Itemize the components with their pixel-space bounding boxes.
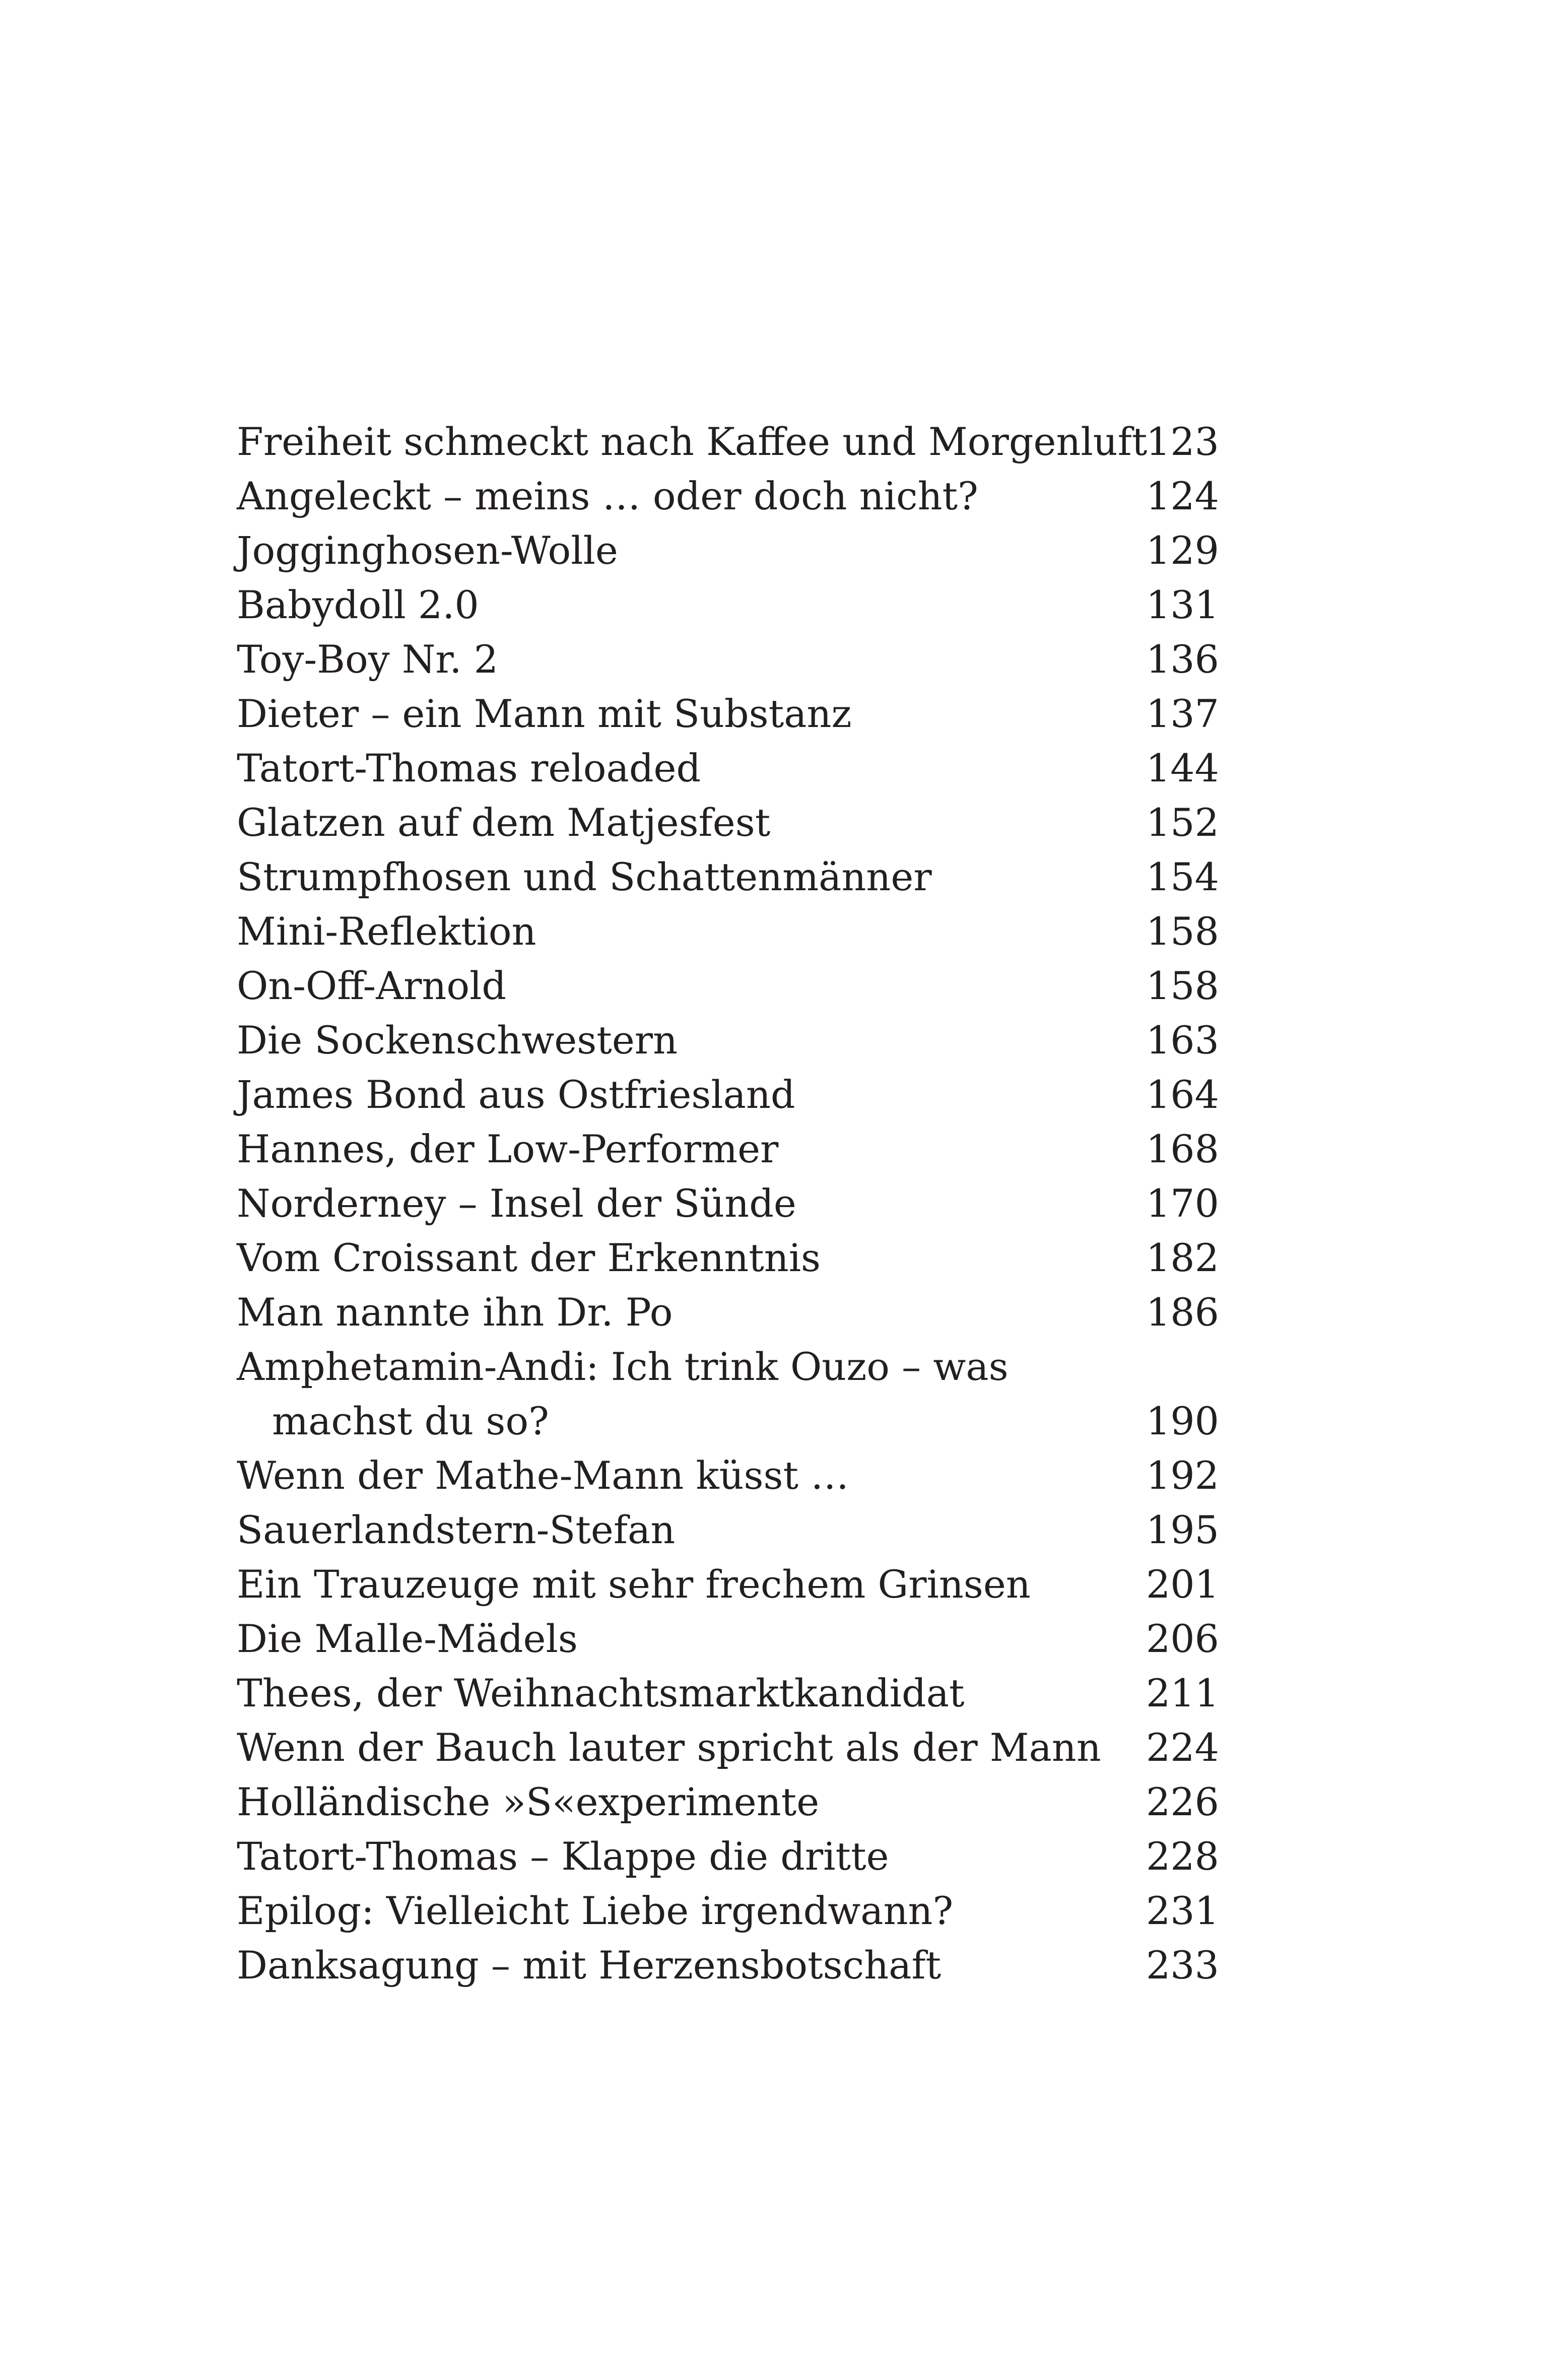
toc-entry bbox=[237, 469, 1219, 523]
toc-entry-title: Thees, der Weihnachtsmarktkandidat bbox=[237, 1671, 965, 1715]
toc-entry-title: Die Malle-Mädels bbox=[237, 1616, 578, 1661]
toc-entry-title: Holländische »S«experimente bbox=[237, 1779, 820, 1824]
toc-entry-title-continuation: machst du so? bbox=[272, 1399, 549, 1443]
toc-entry-title bbox=[237, 1340, 1008, 1448]
toc-entry bbox=[237, 1829, 1219, 1884]
toc-entry-page: 158 bbox=[1146, 963, 1219, 1008]
toc-entry-page: 158 bbox=[1146, 909, 1219, 954]
toc-entry-page: 226 bbox=[1146, 1779, 1219, 1824]
toc-entry bbox=[237, 904, 1219, 959]
toc-entry-title: Dieter – ein Mann mit Substanz bbox=[237, 691, 852, 736]
toc-entry bbox=[237, 1176, 1219, 1231]
toc-entry-page: 201 bbox=[1146, 1562, 1219, 1607]
toc-entry-title: Babydoll 2.0 bbox=[237, 582, 479, 627]
toc-entry-page: 168 bbox=[1146, 1127, 1219, 1171]
toc-entry-title-line: Amphetamin-Andi: Ich trink Ouzo – was bbox=[237, 1344, 1008, 1389]
toc-entry-page: 154 bbox=[1146, 854, 1219, 899]
toc-entry-title: Epilog: Vielleicht Liebe irgendwann? bbox=[237, 1888, 954, 1933]
toc-entry bbox=[237, 741, 1219, 796]
toc-entry-page: 170 bbox=[1146, 1181, 1219, 1226]
toc-entry bbox=[237, 1775, 1219, 1829]
toc-entry-page: 192 bbox=[1146, 1453, 1219, 1498]
toc-entry-title: Danksagung – mit Herzensbotschaft bbox=[237, 1943, 941, 1988]
toc-entry-title: Mini-Reflektion bbox=[237, 909, 536, 954]
toc-entry bbox=[237, 850, 1219, 904]
toc-entry-title: Tatort-Thomas – Klappe die dritte bbox=[237, 1834, 889, 1879]
toc-entry bbox=[237, 632, 1219, 687]
toc-entry-page: 182 bbox=[1146, 1235, 1219, 1280]
toc-entry bbox=[237, 1666, 1219, 1721]
toc-entry-page: 164 bbox=[1146, 1072, 1219, 1117]
toc-entry-page: 131 bbox=[1146, 582, 1219, 627]
toc-entry-page: 152 bbox=[1146, 800, 1219, 845]
toc-entry-title: Jogginghosen-Wolle bbox=[237, 528, 618, 573]
toc-entry-title: On-Off-Arnold bbox=[237, 963, 507, 1008]
toc-entry-page: 233 bbox=[1146, 1943, 1219, 1988]
toc-entry bbox=[237, 1884, 1219, 1938]
toc-entry-page: 129 bbox=[1146, 528, 1219, 573]
toc-entry-title: Wenn der Bauch lauter spricht als der Mann bbox=[237, 1725, 1101, 1770]
toc-entry-page: 206 bbox=[1146, 1616, 1219, 1661]
toc-entry-title: Tatort-Thomas reloaded bbox=[237, 746, 701, 790]
toc-entry-title: James Bond aus Ostfriesland bbox=[237, 1072, 795, 1117]
toc-entry bbox=[237, 1013, 1219, 1068]
toc-entry-title: Toy-Boy Nr. 2 bbox=[237, 637, 499, 682]
toc-entry bbox=[237, 1612, 1219, 1666]
toc-entry-title: Ein Trauzeuge mit sehr frechem Grinsen bbox=[237, 1562, 1031, 1607]
toc-entry-page: 186 bbox=[1146, 1290, 1219, 1335]
toc-entry-title: Strumpfhosen und Schattenmänner bbox=[237, 854, 932, 899]
toc-entry-page: 136 bbox=[1146, 637, 1219, 682]
toc-entry-title: Angeleckt – meins … oder doch nicht? bbox=[237, 474, 978, 518]
toc-entry-page: 190 bbox=[1146, 1399, 1219, 1443]
toc-entry-title: Die Sockenschwestern bbox=[237, 1018, 678, 1063]
toc-entry bbox=[237, 578, 1219, 632]
toc-entry bbox=[237, 1448, 1219, 1503]
toc-entry-page: 224 bbox=[1146, 1725, 1219, 1770]
table-of-contents bbox=[237, 415, 1219, 1993]
toc-entry-title: Hannes, der Low-Performer bbox=[237, 1127, 779, 1171]
toc-entry bbox=[237, 1503, 1219, 1557]
toc-entry-page: 137 bbox=[1146, 691, 1219, 736]
toc-entry bbox=[237, 1068, 1219, 1122]
toc-entry bbox=[237, 1721, 1219, 1775]
toc-entry bbox=[237, 1938, 1219, 1993]
toc-entry-page: 123 bbox=[1146, 419, 1219, 464]
toc-entry bbox=[237, 523, 1219, 578]
toc-entry-title: Norderney – Insel der Sünde bbox=[237, 1181, 796, 1226]
toc-entry-page: 144 bbox=[1146, 746, 1219, 790]
toc-entry-page: 211 bbox=[1146, 1671, 1219, 1715]
toc-entry bbox=[237, 1285, 1219, 1340]
toc-entry bbox=[237, 415, 1219, 469]
toc-entry-title: Vom Croissant der Erkenntnis bbox=[237, 1235, 821, 1280]
toc-entry bbox=[237, 1557, 1219, 1612]
toc-entry-title: Glatzen auf dem Matjesfest bbox=[237, 800, 771, 845]
toc-entry-title: Freiheit schmeckt nach Kaffee und Morgenluft bbox=[237, 419, 1148, 464]
toc-entry-page: 124 bbox=[1146, 474, 1219, 518]
toc-entry-title: Sauerlandstern-Stefan bbox=[237, 1507, 676, 1552]
toc-entry-page: 231 bbox=[1146, 1888, 1219, 1933]
toc-entry bbox=[237, 1231, 1219, 1285]
toc-entry-page: 195 bbox=[1146, 1507, 1219, 1552]
toc-entry bbox=[237, 959, 1219, 1013]
toc-entry-title: Wenn der Mathe-Mann küsst … bbox=[237, 1453, 849, 1498]
toc-entry bbox=[237, 1122, 1219, 1176]
toc-entry-page: 163 bbox=[1146, 1018, 1219, 1063]
toc-entry bbox=[237, 687, 1219, 741]
toc-entry-page: 228 bbox=[1146, 1834, 1219, 1879]
toc-entry-title: Man nannte ihn Dr. Po bbox=[237, 1290, 673, 1335]
toc-entry bbox=[237, 1340, 1219, 1448]
toc-entry bbox=[237, 796, 1219, 850]
